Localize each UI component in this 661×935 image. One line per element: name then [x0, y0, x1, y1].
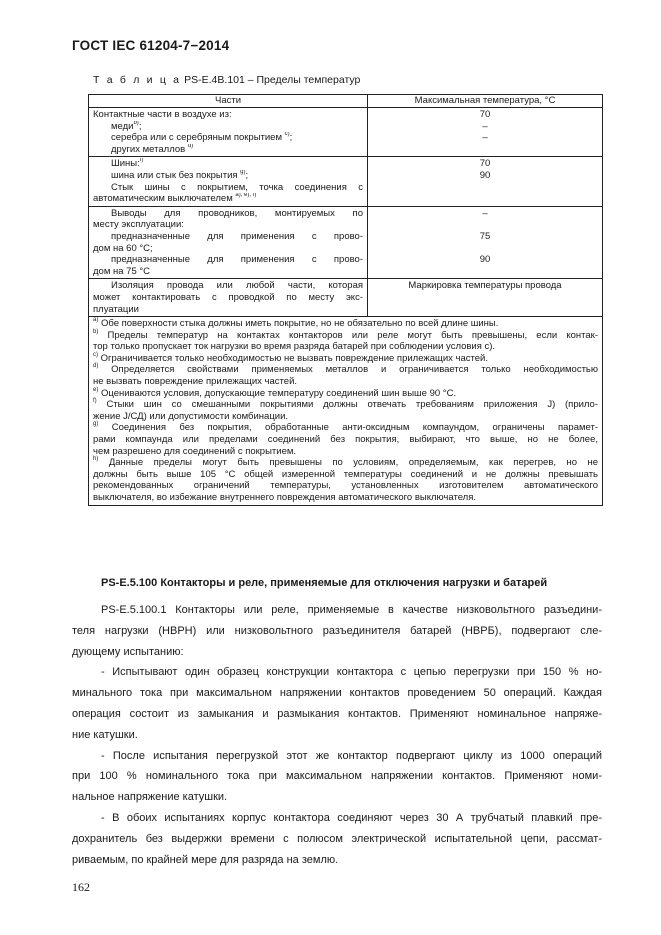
row-value-cell — [368, 108, 603, 157]
row-line: может контактировать с проводкой по месту экс- — [93, 291, 363, 303]
row-parts-cell — [89, 108, 368, 157]
footnote: $^{h)}$ Данные пределы могут быть превышены по условиям, определяемым, как перегрев, но не должны быть выше 105 °С общей измеренной температуры соединений и не должны превышать рекомендованных ограничений температуры, установленных изготовителем автоматического выключателя, во избежание внутреннего повреждения автоматического выключателя. — [93, 456, 599, 503]
value: 70 — [479, 109, 491, 120]
value: 90 — [479, 254, 491, 266]
value: 70 — [479, 158, 491, 170]
row-line: плуатации — [93, 303, 139, 315]
body-line: дохранитель без выдержки времени с полюсом электрической испытательной цепи, рассмат- — [72, 832, 602, 845]
table-caption-label: Т а б л и ц а — [93, 74, 182, 86]
table-header-row — [89, 95, 603, 108]
row-line: предназначенные для применения с прово- — [111, 254, 363, 266]
table-row — [89, 108, 603, 157]
footnotes-cell — [89, 317, 603, 506]
table-footnotes-row — [89, 317, 603, 506]
row-line: Контактные части в воздухе из: — [93, 109, 232, 120]
footnote: $^{g)}$ Соединения без покрытия, обработанные анти-оксидным компаундом, ограничены парамет- рами компаунда или пределами соединений без покрытия, выбирают, что выше, но не более, чем разрешено для соединений с покрытием. — [93, 421, 598, 457]
footnote: $^{b)}$ Пределы температур на контактах контакторов или реле могут быть превышены, если контак- тор только пропускает ток нагрузки во время разряда батарей при соблюдении условия с). — [93, 328, 598, 353]
table-row — [89, 279, 603, 317]
row-line: Шины:$^{f)}$ — [111, 158, 144, 170]
row-line: дом на 60 °С; — [93, 242, 153, 254]
row-line: других металлов $^{d)}$ — [111, 143, 194, 155]
row-line: месту эксплуатации: — [93, 219, 184, 231]
body-line: при 100 % номинального тока при максимальном напряжении контактов. Применяют номи- — [72, 770, 602, 783]
col-header-max-temp: Максимальная температура, °С — [368, 95, 603, 108]
row-line: серебра или с серебряным покрытием $^{c)}$; — [111, 132, 293, 144]
row-parts-cell — [89, 157, 368, 206]
row-parts-cell — [89, 279, 368, 317]
section-body — [72, 600, 602, 870]
row-parts-cell — [89, 206, 368, 279]
value: – — [482, 207, 488, 219]
body-line: ние катушки. — [72, 728, 138, 741]
value: 75 — [479, 230, 491, 242]
table-caption — [93, 74, 360, 86]
body-line: операция состоит из замыкания и размыкания контактов. Применяют номинальное напряже- — [72, 707, 602, 720]
footnote: $^{f)}$ Стыки шин со смешанными покрытиями должны отвечать требованиям приложения J) (прило- жение J/СД) или допустимости комбинации. — [93, 398, 599, 422]
row-value-cell — [368, 157, 603, 206]
table-row — [89, 206, 603, 279]
row-line: Изоляция провода или любой части, которая — [111, 280, 363, 292]
table-caption-title: PS-E.4B.101 – Пределы температур — [181, 74, 361, 86]
row-line: предназначенные для применения с прово- — [111, 230, 363, 242]
value: 90 — [479, 169, 491, 181]
body-line: - После испытания перегрузкой этот же контактор подвергают циклу из 1000 операций — [101, 749, 602, 762]
row-line: автоматическим выключателем $^{a), e), f)}$ — [93, 193, 257, 205]
body-line: теля нагрузки (НВРН) или низковольтного разъединителя батарей (НВРБ), подвергают сле- — [72, 624, 602, 637]
body-line: PS-E.5.100.1 Контакторы или реле, применяемые в качестве низковольтного разъедини- — [101, 604, 602, 616]
body-line: дующему испытанию: — [72, 645, 184, 658]
row-line: меди$^{b)}$; — [111, 120, 142, 132]
body-line: минального тока при максимальном напряжении контактов проведением 50 операций. Каждая — [72, 687, 602, 700]
row-value-cell — [368, 279, 603, 317]
footnote: $^{d)}$ Определяется свойствами применяемых металлов и ограничивается только необходимостью не вызвать повреждение прилежащих частей. — [93, 363, 599, 388]
body-line: - В обоих испытаниях корпус контактора соединяют через 30 А трубчатый плавкий пре- — [101, 811, 602, 824]
col-header-parts: Части — [89, 95, 368, 108]
document-header: ГОСТ IEC 61204-7−2014 — [72, 38, 230, 53]
section-heading: PS-E.5.100 Контакторы и реле, применяемые для отключения нагрузки и батарей — [101, 577, 548, 589]
footnote: $^{c)}$ Ограничивается только необходимостью не вызвать повреждение прилежащих частей. — [93, 351, 488, 364]
row-value-cell — [368, 206, 603, 279]
row-line: Выводы для проводников, монтируемых по — [111, 207, 363, 219]
table-row — [89, 157, 603, 206]
body-line: риваемым, по крайней мере для разряда на землю. — [72, 853, 339, 866]
footnote: $^{a)}$ Обе поверхности стыка должны иметь покрытие, но не обязательно по всей длине шины. — [93, 317, 499, 330]
row-line: дом на 75 °С — [93, 265, 151, 277]
value: – — [482, 132, 488, 144]
value: – — [482, 120, 488, 132]
body-line: - Испытывают один образец конструкции контактора с цепью перегрузки при 150 % но- — [101, 666, 602, 679]
footnote: $^{e)}$ Оцениваются условия, допускающие температуру соединений шин выше 90 °С. — [93, 386, 457, 399]
row-line: Стык шины с покрытием, точка соединения с — [111, 181, 363, 193]
temperature-limits-table — [88, 94, 603, 506]
body-line: нальное напряжение катушки. — [72, 791, 228, 804]
page-number: 162 — [72, 880, 90, 894]
row-line: шина или стык без покрытия $^{g)}$; — [111, 169, 249, 181]
value: Маркировка температуры провода — [408, 280, 562, 292]
